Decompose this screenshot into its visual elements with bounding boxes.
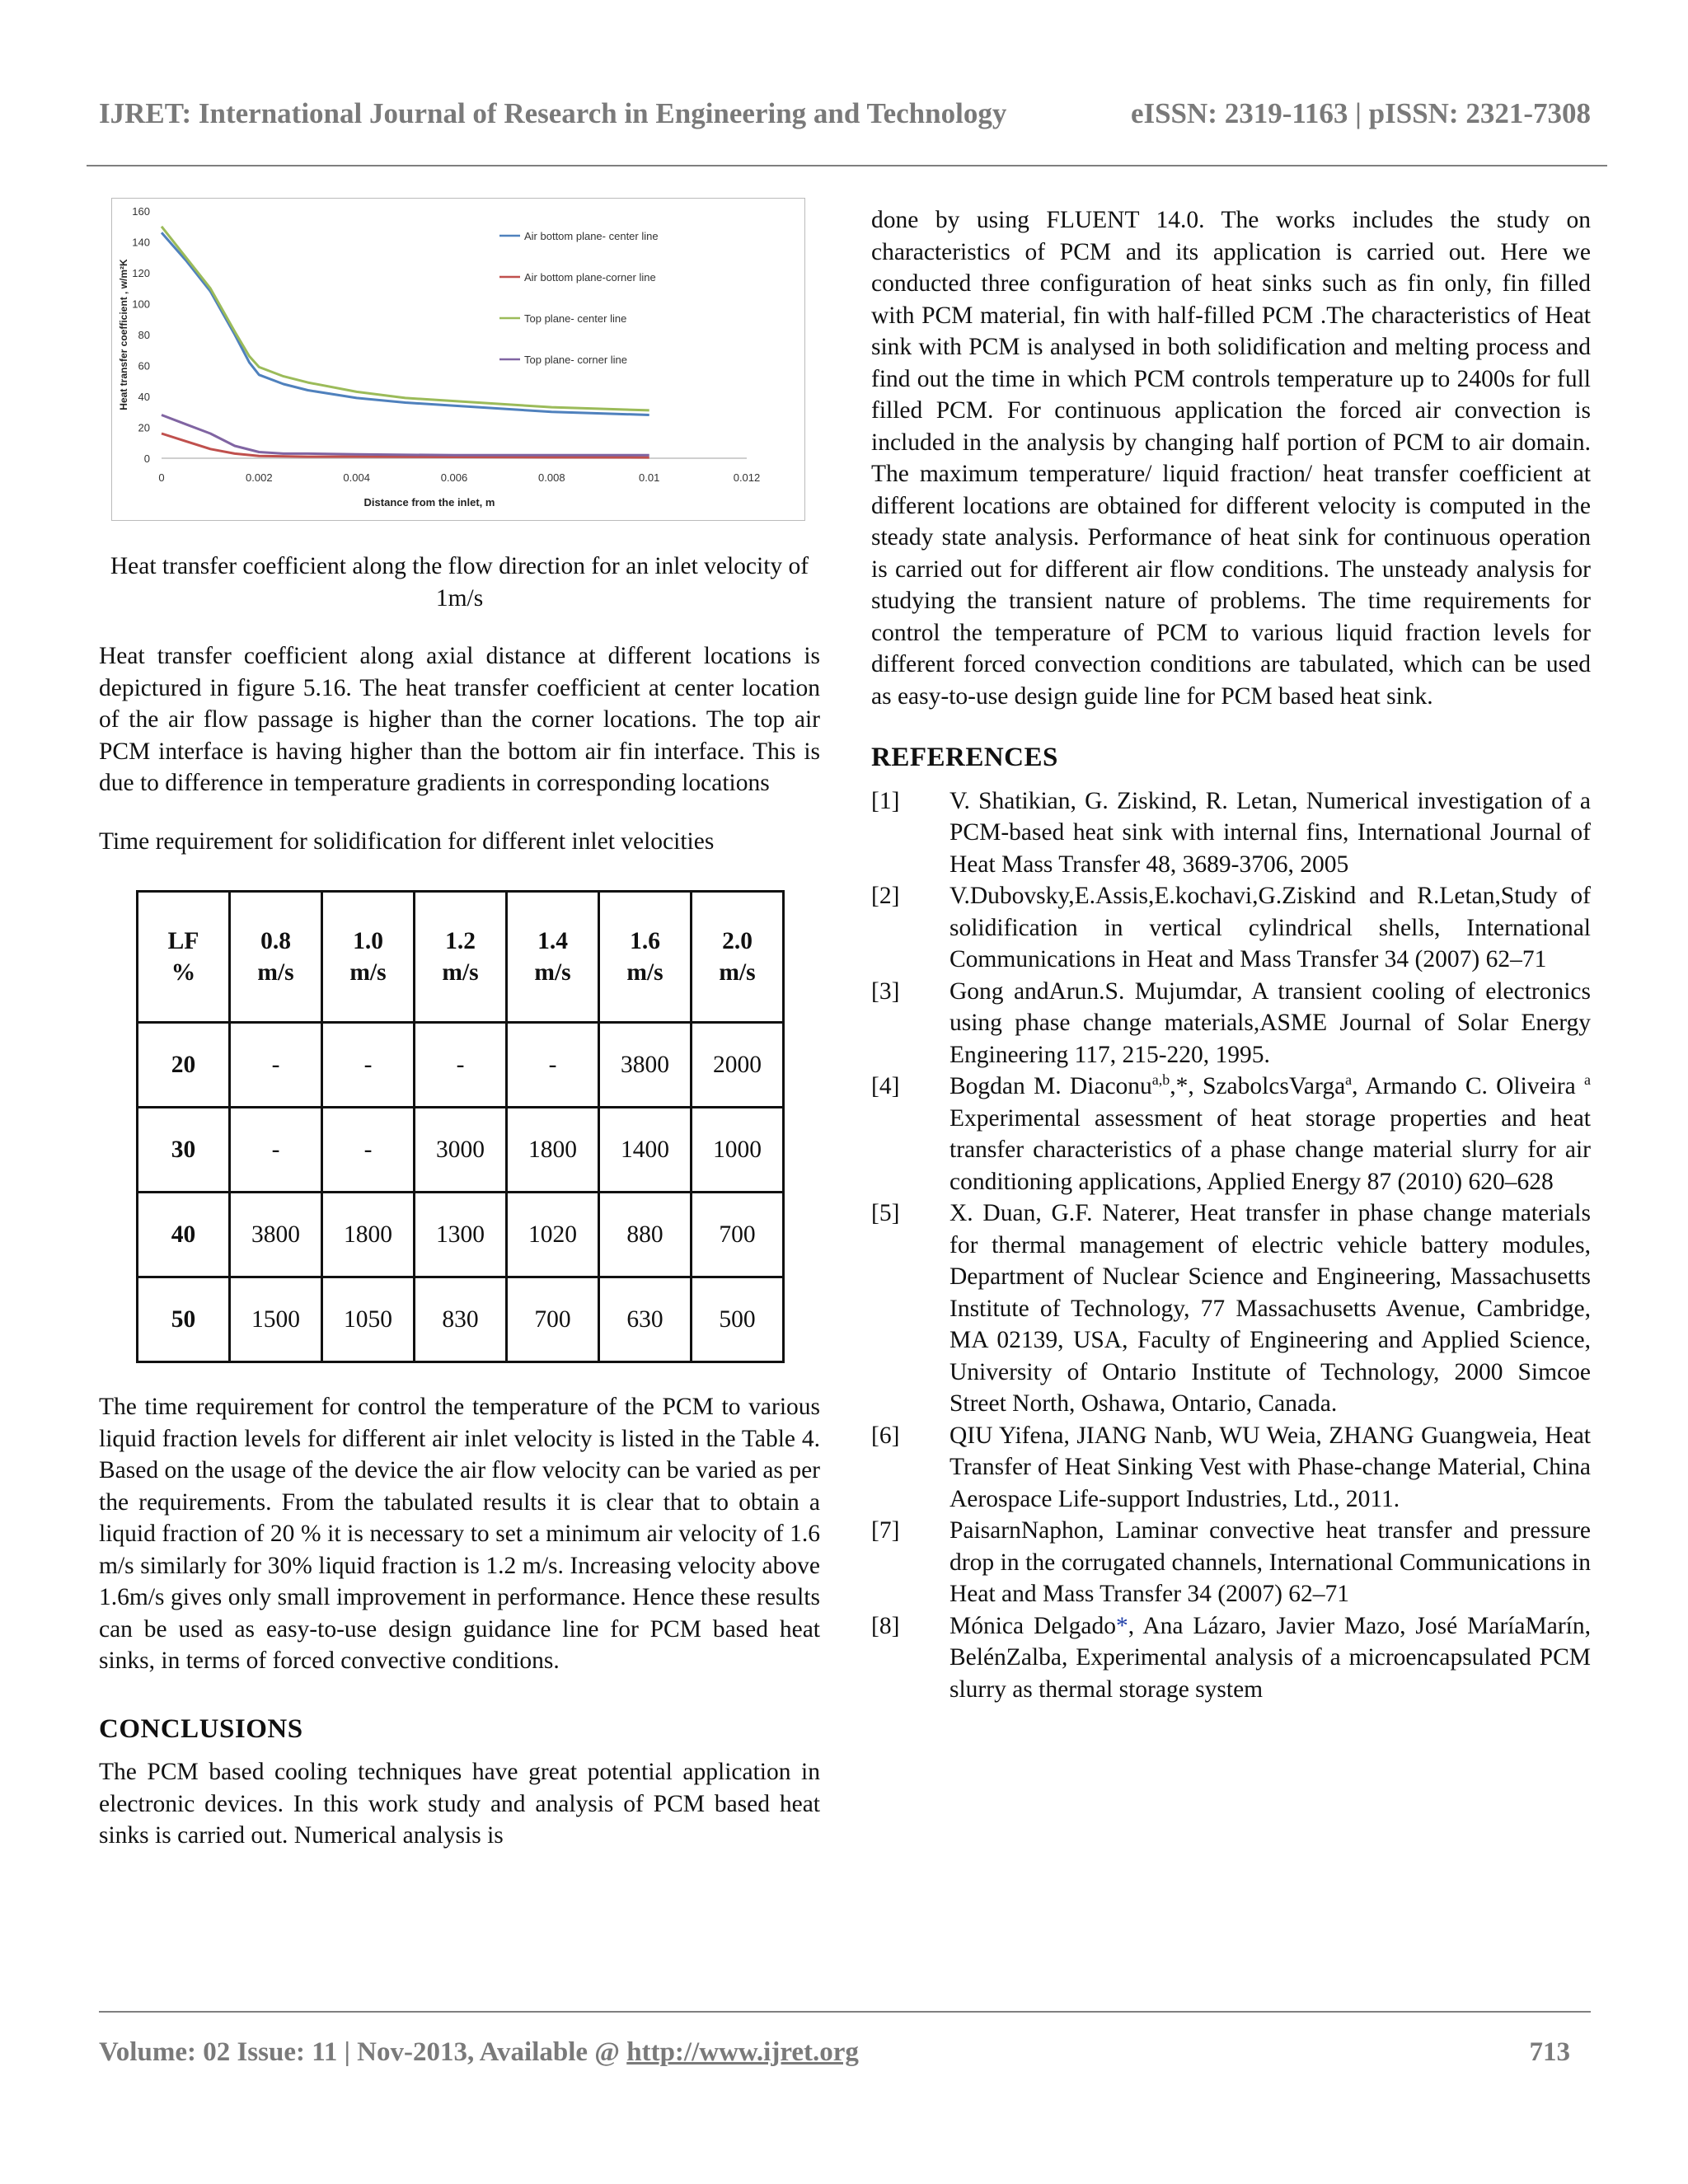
- table-row: [138, 1023, 784, 1108]
- x-tick-label: 0.002: [246, 471, 273, 484]
- table-row: [138, 1193, 784, 1277]
- reference-item: [871, 1515, 1591, 1610]
- table-cell: -: [230, 1023, 322, 1108]
- reference-text: V.Dubovsky,E.Assis,E.kochavi,G.Ziskind and R.Letan,Study of solidification in vertical cylindrical shells, International Communications in Heat and Mass Transfer 34 (2007) 62–71: [950, 883, 1591, 972]
- journal-title: IJRET: International Journal of Research in Engineering and Technology: [99, 97, 1007, 129]
- reference-number: [2]: [871, 883, 900, 909]
- reference-text: Gong andArun.S. Mujumdar, A transient cooling of electronics using phase change materials,ASME Journal of Solar Energy Engineering 117, 215-220, 1995.: [950, 977, 1591, 1068]
- page-footer: [99, 2037, 1570, 2068]
- x-tick-label: 0.012: [733, 471, 761, 484]
- table-cell: -: [415, 1023, 507, 1108]
- y-axis-label: Heat transfer coefficient , w/m²K: [118, 259, 129, 410]
- reference-item: [871, 785, 1591, 881]
- table-cell: 1000: [692, 1108, 784, 1193]
- header-cell: 1.6 m/s: [599, 892, 692, 1023]
- table-cell: 50: [138, 1277, 230, 1362]
- legend-entry: Air bottom plane- center line: [524, 230, 659, 242]
- chart-svg: [112, 199, 804, 520]
- table-cell: 20: [138, 1023, 230, 1108]
- reference-number: [5]: [871, 1200, 900, 1226]
- table-cell: 700: [507, 1277, 599, 1362]
- reference-number: [3]: [871, 977, 900, 1005]
- reference-text: Mónica Delgado*, Ana Lázaro, Javier Mazo, José MaríaMarín, BelénZalba, Experimental analysis of a microencapsulated PCM slurry as thermal storage system: [950, 1612, 1591, 1703]
- y-tick-label: 120: [132, 267, 150, 279]
- table-header-row: [138, 892, 784, 1023]
- heat-transfer-chart: [111, 198, 805, 521]
- paragraph-heat-transfer: Heat transfer coefficient along axial distance at different locations is depictured in figure 5.16. The heat transfer coefficient at center location of the air flow passage is higher than the corner locations. The top air PCM interface is having higher than the bottom air fin interface. This is due to difference in temperature gradients in corresponding locations: [99, 643, 820, 796]
- y-tick-label: 140: [132, 236, 150, 249]
- page-number: 713: [1529, 2037, 1570, 2067]
- header-cell: 1.2 m/s: [415, 892, 507, 1023]
- table-cell: 830: [415, 1277, 507, 1362]
- table-cell: 1800: [507, 1108, 599, 1193]
- table-row: [138, 1277, 784, 1362]
- reference-item: [871, 976, 1591, 1071]
- reference-item: [871, 1071, 1591, 1197]
- table-cell: 1800: [322, 1193, 415, 1277]
- references-heading: REFERENCES: [871, 743, 1058, 772]
- table-cell: 3800: [230, 1193, 322, 1277]
- reference-text: V. Shatikian, G. Ziskind, R. Letan, Numerical investigation of a PCM-based heat sink with internal fins, International Journal of Heat Mass Transfer 48, 3689-3706, 2005: [950, 787, 1591, 878]
- reference-number: [7]: [871, 1517, 900, 1544]
- table-cell: 1300: [415, 1193, 507, 1277]
- reference-item: [871, 880, 1591, 976]
- y-tick-label: 0: [143, 452, 150, 465]
- table-cell: -: [322, 1023, 415, 1108]
- reference-item: [871, 1197, 1591, 1420]
- reference-number: [8]: [871, 1612, 900, 1639]
- right-column: [871, 204, 1591, 1705]
- x-tick-label: 0: [158, 471, 165, 484]
- solidification-table: [136, 890, 785, 1363]
- x-tick-label: 0.01: [639, 471, 660, 484]
- header-cell: 1.0 m/s: [322, 892, 415, 1023]
- reference-item: [871, 1420, 1591, 1516]
- table-cell: -: [507, 1023, 599, 1108]
- table-cell: 1050: [322, 1277, 415, 1362]
- reference-number: [4]: [871, 1073, 900, 1099]
- reference-text: X. Duan, G.F. Naterer, Heat transfer in phase change materials for thermal management of electric vehicle battery modules, Department of Nuclear Science and Engineering, Massachusetts Institute of Technology, 77 Massachusetts Avenue, Cambridge, MA 02139, USA, Faculty of Engineering and Applied Science, University of Ontario Institute of Technology, 2000 Simcoe Street North, Oshawa, Ontario, Canada.: [950, 1200, 1591, 1417]
- page-header: [99, 97, 1591, 130]
- y-tick-label: 100: [132, 298, 150, 311]
- y-tick-label: 80: [138, 329, 150, 341]
- issn-text: eISSN: 2319-1163 | pISSN: 2321-7308: [1130, 97, 1591, 129]
- legend-entry: Air bottom plane-corner line: [524, 271, 656, 284]
- legend-entry: Top plane- corner line: [524, 354, 628, 366]
- conclusions-text-right: done by using FLUENT 14.0. The works includes the study on characteristics of PCM and its application is carried out. Here we conducted three configuration of heat sinks such as fin only, fin filled with PCM material, fin with half-filled PCM .The characteristics of Heat sink with PCM is analysed in both solidification and melting process and find out the time in which PCM controls temperature up to 2400s for full filled PCM. For continuous application the forced air convection is included in the analysis by changing half portion of PCM to air domain. The maximum temperature/ liquid fraction/ heat transfer coefficient at different locations are obtained for different velocity is computed in the steady state analysis. Performance of heat sink for continuous operation is carried out for different air flow conditions. The unsteady analysis for studying the transient nature of problems. The time requirements for control the temperature of PCM to various liquid fraction levels for different forced convection conditions are tabulated, which can be used as easy-to-use design guide line for PCM based heat sink.: [871, 207, 1591, 710]
- table-cell: 40: [138, 1193, 230, 1277]
- footer-volume: Volume: 02 Issue: 11 | Nov-2013, Available @ http://www.ijret.org: [99, 2037, 859, 2067]
- x-tick-label: 0.008: [538, 471, 565, 484]
- table-cell: 2000: [692, 1023, 784, 1108]
- y-tick-label: 40: [138, 391, 150, 403]
- table-cell: 3800: [599, 1023, 692, 1108]
- series-line: [162, 415, 649, 456]
- y-tick-label: 20: [138, 421, 150, 434]
- reference-text: QIU Yifena, JIANG Nanb, WU Weia, ZHANG Guangweia, Heat Transfer of Heat Sinking Vest with Phase-change Material, China Aerospace Life-support Industries, Ltd., 2011.: [950, 1422, 1591, 1512]
- conclusions-text-left: The PCM based cooling techniques have great potential application in electronic devices. In this work study and analysis of PCM based heat sinks is carried out. Numerical analysis is: [99, 1759, 820, 1849]
- table-cell: 700: [692, 1193, 784, 1277]
- header-cell: 0.8 m/s: [230, 892, 322, 1023]
- journal-link[interactable]: http://www.ijret.org: [626, 2037, 859, 2067]
- left-column: [99, 198, 820, 1852]
- x-tick-label: 0.004: [343, 471, 370, 484]
- table-cell: -: [322, 1108, 415, 1193]
- y-tick-label: 60: [138, 359, 150, 373]
- table-cell: 880: [599, 1193, 692, 1277]
- x-tick-label: 0.006: [440, 471, 468, 484]
- footer-divider: [99, 2011, 1591, 2013]
- header-cell: 2.0 m/s: [692, 892, 784, 1023]
- table-cell: 3000: [415, 1108, 507, 1193]
- y-tick-label: 160: [132, 205, 150, 218]
- conclusions-heading: CONCLUSIONS: [99, 1713, 303, 1744]
- header-divider: [87, 165, 1607, 166]
- table-cell: 500: [692, 1277, 784, 1362]
- header-cell: LF %: [138, 892, 230, 1023]
- table-cell: 630: [599, 1277, 692, 1362]
- legend-entry: Top plane- center line: [524, 312, 627, 325]
- table-cell: 1020: [507, 1193, 599, 1277]
- paragraph-time-requirement: The time requirement for control the temperature of the PCM to various liquid fraction levels for different air inlet velocity is listed in the Table 4. Based on the usage of the device the air flow velocity can be varied as per the requirements. From the tabulated results it is clear that to obtain a liquid fraction of 20 % it is necessary to set a minimum air velocity of 1.6 m/s similarly for 30% liquid fraction is 1.2 m/s. Increasing velocity above 1.6m/s gives only small improvement in performance. Hence these results can be used as easy-to-use design guidance line for PCM based heat sinks, in terms of forced convective conditions.: [99, 1394, 820, 1674]
- reference-item: [871, 1610, 1591, 1706]
- table-cell: 30: [138, 1108, 230, 1193]
- table-cell: 1400: [599, 1108, 692, 1193]
- reference-text: PaisarnNaphon, Laminar convective heat transfer and pressure drop in the corrugated channels, International Communications in Heat and Mass Transfer 34 (2007) 62–71: [950, 1517, 1591, 1607]
- header-cell: 1.4 m/s: [507, 892, 599, 1023]
- figure-caption: Heat transfer coefficient along the flow direction for an inlet velocity of 1m/s: [110, 553, 809, 612]
- reference-text: Bogdan M. Diaconu$^{a,b}$,*, SzabolcsVarga$^a$, Armando C. Oliveira $^a$ Experimental assessment of heat storage properties and heat transfer characteristics of a phase change material slurry for air conditioning applications, Applied Energy 87 (2010) 620–628: [950, 1071, 1591, 1195]
- reference-number: [1]: [871, 787, 900, 814]
- table-cell: 1500: [230, 1277, 322, 1362]
- table-cell: -: [230, 1108, 322, 1193]
- table-row: [138, 1108, 784, 1193]
- x-axis-label: Distance from the inlet, m: [363, 496, 495, 509]
- table-title: Time requirement for solidification for different inlet velocities: [99, 827, 715, 855]
- reference-number: [6]: [871, 1422, 900, 1449]
